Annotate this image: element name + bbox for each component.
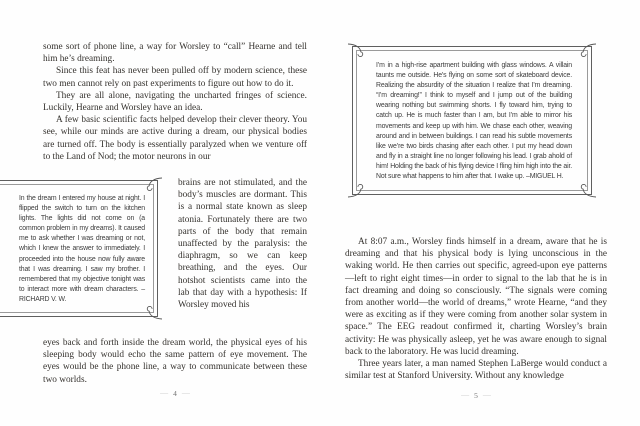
framed-quote-box [352,46,592,195]
paragraph: Three years later, a man named Stephen LaBerge would conduct a similar test at Stanford University. Without any knowledge [345,359,607,382]
folio-ornament: — [181,388,190,397]
corner-flourish-icon [580,42,596,58]
paragraph: At 8:07 a.m., Worsley finds himself in a dream, aware that he is dreaming and that his physical body is lying unconscious in the waking world. He then carries out specific, agreed-upon eye patterns—left to right eight times—in order to signal to the lab that he is in fact dreaming and doing so consciously. “The signals were coming from another world—the world of dreams,” wrote Hearne, “and they were as exciting as if they were coming from another solar system in space.” The EEG readout confirmed it, charting Worsley’s brain activity: He was physically asleep, yet he was aware enough to signal back to the laboratory. He was lucid dreaming. [345,237,607,357]
page4-body-bottom [43,337,307,386]
folio-ornament: — [482,390,491,399]
page4-wrap-column [178,177,307,311]
corner-flourish-icon [348,183,364,199]
paragraph: Since this feat has never been pulled off by modern science, these two men cannot rely on past experiments to figure out how to do it. [43,66,307,89]
margin-quote-text: In the dream I entered my house at night. I flipped the switch to turn on the kitchen lights. The lights did not come on (a common problem in my dreams). It caused me to ask whether I was dreaming or not, which I knew the answer to immediately. I proceeded into the house now fully aware that I was dreaming. I saw my brother. I remembered that my objective tonight was to interact more with dream characters. –RICHARD V. W. [19,195,145,303]
paragraph: brains are not stimulated, and the body’s muscles are dormant. This is a normal state known as sleep atonia. Fortunately there are two parts of the body that remain unaffected by the paralysis: the diaphragm, so we can keep breathing, and the eyes. Our hotshot scientists came into the lab that day with a hypothesis: If Worsley moved his [178,178,307,311]
page4-body-top [43,41,307,163]
folio-number: 4 [173,389,177,398]
corner-flourish-icon [348,42,364,58]
page-number-4 [43,389,307,398]
corner-flourish-icon [146,305,162,321]
paragraph: They are all alone, navigating the uncharted fringes of science. Luckily, Hearne and Worsley have an idea. [43,90,307,114]
paragraph: A few basic scientific facts helped develop their clever theory. You see, while our minds are active during a dream, our physical bodies are turned off. The body is essentially paralyzed when we venture off to the Land of Nod; the motor neurons in our [43,115,307,162]
page-number-5 [345,391,607,400]
paragraph: some sort of phone line, a way for Worsley to “call” Hearne and tell him he’s dreaming. [43,42,307,65]
folio-number: 5 [474,391,478,400]
corner-flourish-icon [146,176,162,192]
framed-quote-text: I’m in a high-rise apartment building with glass windows. A villain taunts me outside. He’s flying on some sort of skateboard device. Realizing the absurdity of the situation I realize that I’m dreaming. “I’m dreaming!” I think to myself and I jump out of the building wearing nothing but swimming shorts. I fly toward him, trying to catch up. He is much faster than I am, but I’m able to mirror his movements and keep up with him. We chase each other, weaving around and in between buildings. I can read his subtle movements like we’re two birds chasing after each other. I put my head down and fly in a straight line no longer following his lead. I grab ahold of him! Holding the back of his flying device I fling him high into the air. Not sure what happens to him after that. I wake up. –MIGUEL H. [376,62,572,181]
page5-body [345,236,607,382]
folio-ornament: — [461,390,470,399]
folio-ornament: — [160,388,169,397]
corner-flourish-icon [580,183,596,199]
margin-quote-box [0,180,158,317]
paragraph: eyes back and forth inside the dream world, the physical eyes of his sleeping body would echo the same pattern of eye movement. The eyes would be the phone line, a way to communicate between these two worlds. [43,338,307,385]
